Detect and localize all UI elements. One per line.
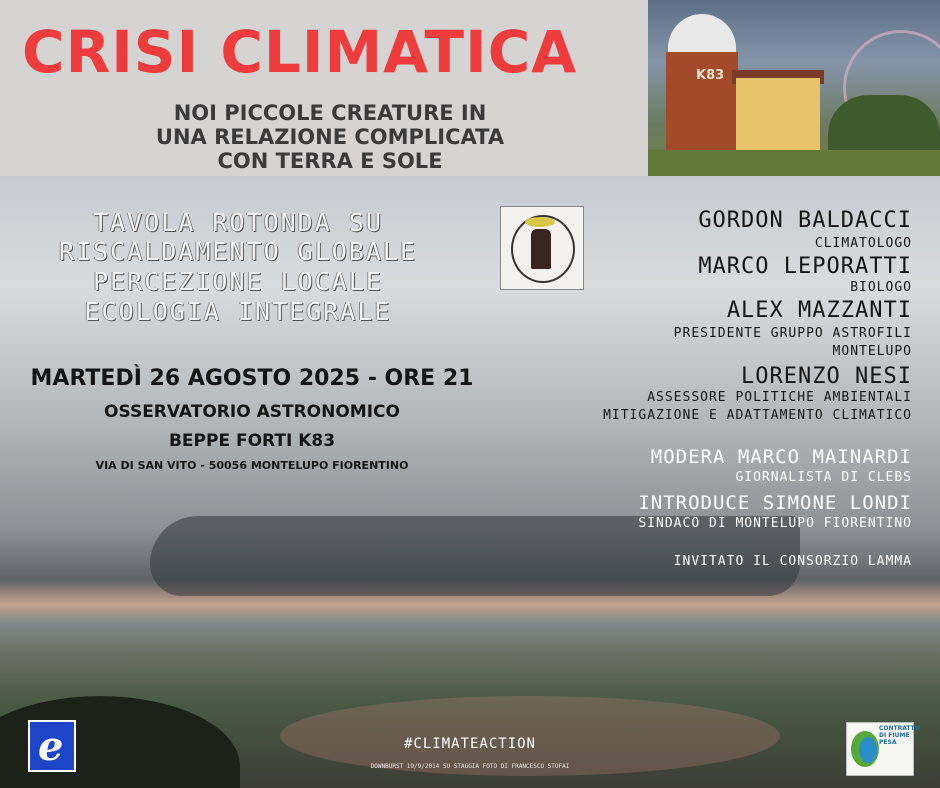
storm-landscape-photo [0,176,940,788]
event-date: MARTEDÌ 26 AGOSTO 2025 - ORE 21 [30,366,474,391]
moderator-name: MODERA MARCO MAINARDI [650,446,912,468]
observatory-building [736,78,820,156]
topic-line-1: TAVOLA ROTONDA SU [93,208,383,237]
topic-line-3: PERCEZIONE LOCALE [93,267,383,296]
speaker-1-role: CLIMATOLOGO [814,236,912,251]
poster-title: CRISI CLIMATICA [22,18,578,86]
moderator-role: GIORNALISTA DI CLEBS [735,470,912,485]
observatory-photo [648,0,940,176]
speaker-3-role-2: MONTELUPO [832,344,912,359]
hashtag: #CLIMATEACTION [403,736,536,752]
speaker-2-role: BIOLOGO [850,280,912,295]
river-logo-water-icon [859,737,877,763]
speaker-3-name: ALEX MAZZANTI [726,298,912,323]
subtitle-line-3: CON TERRA E SOLE [217,149,443,173]
speaker-4-name: LORENZO NESI [741,364,912,389]
observatory-tower [666,52,738,150]
invited-guest: INVITATO IL CONSORZIO LAMMA [673,554,912,569]
topic-line-4: ECOLOGIA INTEGRALE [84,297,392,326]
photo-credit: DOWNBURST 19/9/2014 SU STAGGIA FOTO DI FRANCESCO STOFAI [370,763,570,770]
venue-line-2: BEPPE FORTI K83 [168,431,336,451]
river-contract-logo [846,722,920,776]
tower-sign: K83 [696,68,725,83]
speaker-4-role-2: MITIGAZIONE E ADATTAMENTO CLIMATICO [603,408,912,423]
observatory-dome [668,14,736,54]
e-logo [28,720,76,772]
topic-line-2: RISCALDAMENTO GLOBALE [58,237,418,266]
trees [828,95,940,155]
speaker-4-role-1: ASSESSORE POLITICHE AMBIENTALI [647,390,912,405]
grass [648,150,940,176]
e-logo-letter: e [38,723,64,770]
venue-line-1: OSSERVATORIO ASTRONOMICO [104,402,400,422]
river-logo-text: CONTRATTO DI FIUME PESA [879,725,920,746]
speaker-3-role-1: PRESIDENTE GRUPPO ASTROFILI [673,326,912,341]
astrophile-group-logo [500,206,584,290]
introducer-role: SINDACO DI MONTELUPO FIORENTINO [638,516,912,531]
introducer-name: INTRODUCE SIMONE LONDI [638,492,912,514]
poster-header [0,0,648,176]
venue-address: VIA DI SAN VITO - 50056 MONTELUPO FIORENTINO [95,459,409,472]
speaker-1-name: GORDON BALDACCI [698,208,912,233]
logo-comet-mark [525,217,555,227]
speaker-2-name: MARCO LEPORATTI [698,254,912,279]
subtitle-line-1: NOI PICCOLE CREATURE IN [173,101,487,125]
logo-figure [531,229,551,269]
subtitle-line-2: UNA RELAZIONE COMPLICATA [155,125,505,149]
